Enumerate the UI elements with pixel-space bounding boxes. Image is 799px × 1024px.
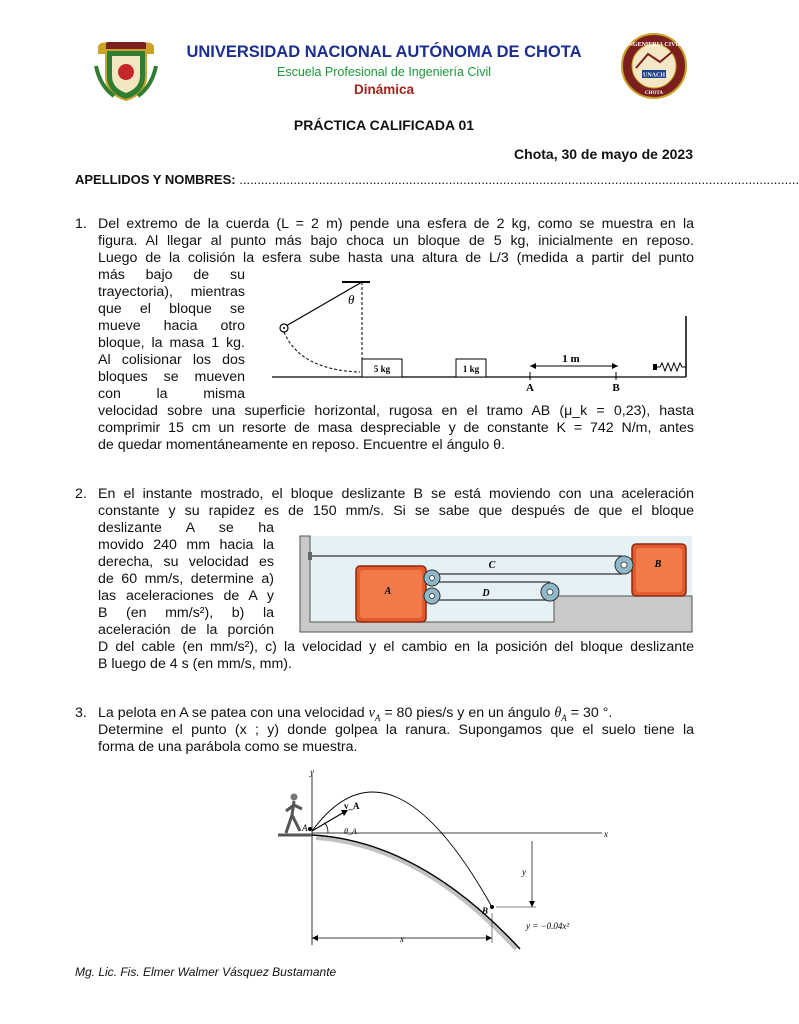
- problem-1-side-5: bloque, la masa 1 kg.: [98, 335, 245, 351]
- theta-label: θ: [348, 292, 355, 307]
- label-d: D: [482, 588, 490, 599]
- x-dim-arrow-right: [486, 935, 492, 941]
- problem-2-after-2: B luego de 4 s (en mm/s, mm).: [98, 656, 292, 672]
- date: Chota, 30 de mayo de 2023: [514, 146, 693, 162]
- block-b-face: [636, 548, 682, 592]
- problem-3-line-2: Determine el punto (x ; y) donde golpea la ranura. Supongamos que el suelo tiene la: [98, 722, 694, 738]
- logo-sub: UNACH: [643, 72, 665, 79]
- problem-2-side-4: de 60 mm/s, determine a): [98, 571, 274, 587]
- angle-arc: [324, 823, 328, 833]
- problem-2-after-1: D del cable (en mm/s²), c) la velocidad y el cambio en la posición del bloque deslizante: [98, 639, 694, 655]
- university-name: UNIVERSIDAD NACIONAL AUTÓNOMA DE CHOTA: [186, 43, 582, 61]
- problem-1-line-3: Luego de la colisión la esfera sube hasta una altura de L/3 (medida a partir del punto: [98, 250, 694, 266]
- logo-text: INGENIERIA CIVIL: [626, 42, 682, 48]
- problem-1-side-2: trayectoria), mientras: [98, 284, 245, 300]
- pulley-a-bottom-hub: [430, 594, 435, 599]
- problem-2-line-1: En el instante mostrado, el bloque deslizante B se está moviendo con una aceleración: [98, 486, 694, 502]
- problem-2-side-1: deslizante A se ha: [98, 520, 274, 536]
- problem-1-line-1: Del extremo de la cuerda (L = 2 m) pende una esfera de 2 kg, como se muestra en la: [98, 216, 694, 232]
- point-a-label: A: [302, 823, 308, 833]
- ball: [308, 827, 312, 831]
- spring-end: [653, 364, 657, 370]
- problem-1-side-3: que el bloque se: [98, 301, 245, 317]
- anchor: [308, 552, 312, 560]
- problem-1-after-1: velocidad sobre una superficie horizontal, rugosa en el tramo AB (μ_k = 0,23), hasta: [98, 403, 694, 419]
- y-dim-arrow: [529, 901, 535, 907]
- y-dimension-label: y: [522, 867, 526, 877]
- trajectory: [312, 792, 492, 907]
- y-axis-label: y: [310, 767, 314, 777]
- problem-2-line-2: constante y su rapidez es de 150 mm/s. Si se sabe que después de que el bloque: [98, 503, 694, 519]
- x-dim-arrow-left: [312, 935, 318, 941]
- spring: [656, 363, 686, 371]
- course-name: Dinámica: [353, 82, 415, 97]
- problem-1-side-6: Al colisionar los dos: [98, 352, 245, 368]
- pulley-fixed-hub: [547, 589, 553, 595]
- point-b-label: B: [612, 382, 620, 394]
- problem-3-line-1: La pelota en A se patea con una velocidad $v_A = 80$ pies/s y en un ángulo $\theta_A = 30$ °.: [98, 705, 613, 723]
- problem-1-after-3: de quedar momentáneamente en reposo. Encuentre el ángulo θ.: [98, 437, 505, 453]
- page-title: PRÁCTICA CALIFICADA 01: [293, 117, 475, 133]
- school-name: Escuela Profesional de Ingeniería Civil: [276, 65, 491, 79]
- names-fill-line: ...........................................................................................................................................................: [239, 172, 799, 187]
- problem-3-figure: [270, 765, 620, 950]
- swing-path: [284, 332, 360, 372]
- impact-point: [490, 905, 494, 909]
- kicker-figure: [286, 794, 302, 834]
- civil-engineering-logo: [620, 32, 688, 100]
- arrow-right: [612, 363, 618, 369]
- problem-2-side-2: movido 240 mm hacia la: [98, 537, 274, 553]
- velocity-vector: [312, 811, 346, 831]
- arrow-left: [530, 363, 536, 369]
- ground-shading: [316, 838, 516, 949]
- problem-1-side-1: más bajo de su: [98, 267, 245, 283]
- x-axis-label: x: [604, 829, 608, 839]
- distance-label: 1 m: [562, 353, 580, 365]
- problem-1-number: 1.: [75, 216, 87, 232]
- problem-1-line-2: figura. Al llegar al punto más bajo choca un bloque de 5 kg, inicialmente en reposo.: [98, 233, 694, 249]
- logo-city: CHOTA: [645, 91, 663, 96]
- problem-2-side-6: B (en mm/s²), b) la: [98, 605, 274, 621]
- label-c: C: [488, 560, 496, 571]
- block-b-label: B: [654, 559, 662, 570]
- x-dimension-label: x: [400, 934, 404, 944]
- problem-2-figure: [296, 530, 696, 636]
- point-a-label: A: [526, 382, 534, 394]
- sphere-center: [283, 327, 285, 329]
- problem-2-side-7: aceleración de la porción: [98, 622, 274, 638]
- curve-equation: y = −0.04x²: [526, 921, 570, 931]
- pulley-b-hub: [621, 562, 627, 568]
- problem-2-number: 2.: [75, 486, 87, 502]
- problem-3-number: 3.: [75, 705, 87, 721]
- block-5kg-label: 5 kg: [373, 364, 391, 374]
- problem-1-after-2: comprimir 15 cm un resorte de masa despreciable y de constante K = 742 N/m, antes: [98, 420, 694, 436]
- velocity-label: v_A: [344, 801, 360, 811]
- problem-1-figure: [270, 276, 696, 394]
- block-a-label: A: [384, 586, 392, 597]
- pulley-a-top-hub: [430, 576, 435, 581]
- problem-2-side-3: derecha, su velocidad es: [98, 554, 274, 570]
- problem-1-side-8: con la misma: [98, 386, 245, 402]
- names-label: APELLIDOS Y NOMBRES:: [75, 172, 236, 187]
- ground-parabola: [312, 835, 520, 949]
- problem-1-side-7: bloques se mueven: [98, 369, 245, 385]
- names-line: [75, 172, 799, 187]
- point-b-label: B: [482, 906, 489, 916]
- problem-2-side-5: las aceleraciones de A y: [98, 588, 274, 604]
- problem-1-side-4: mueve hacia otro: [98, 318, 245, 334]
- problem-3-line-3: forma de una parábola como se muestra.: [98, 739, 358, 755]
- angle-label: θ_A: [344, 827, 357, 836]
- footer-author: Mg. Lic. Fis. Elmer Walmer Vásquez Bustamante: [75, 965, 337, 979]
- block-1kg-label: 1 kg: [462, 364, 480, 374]
